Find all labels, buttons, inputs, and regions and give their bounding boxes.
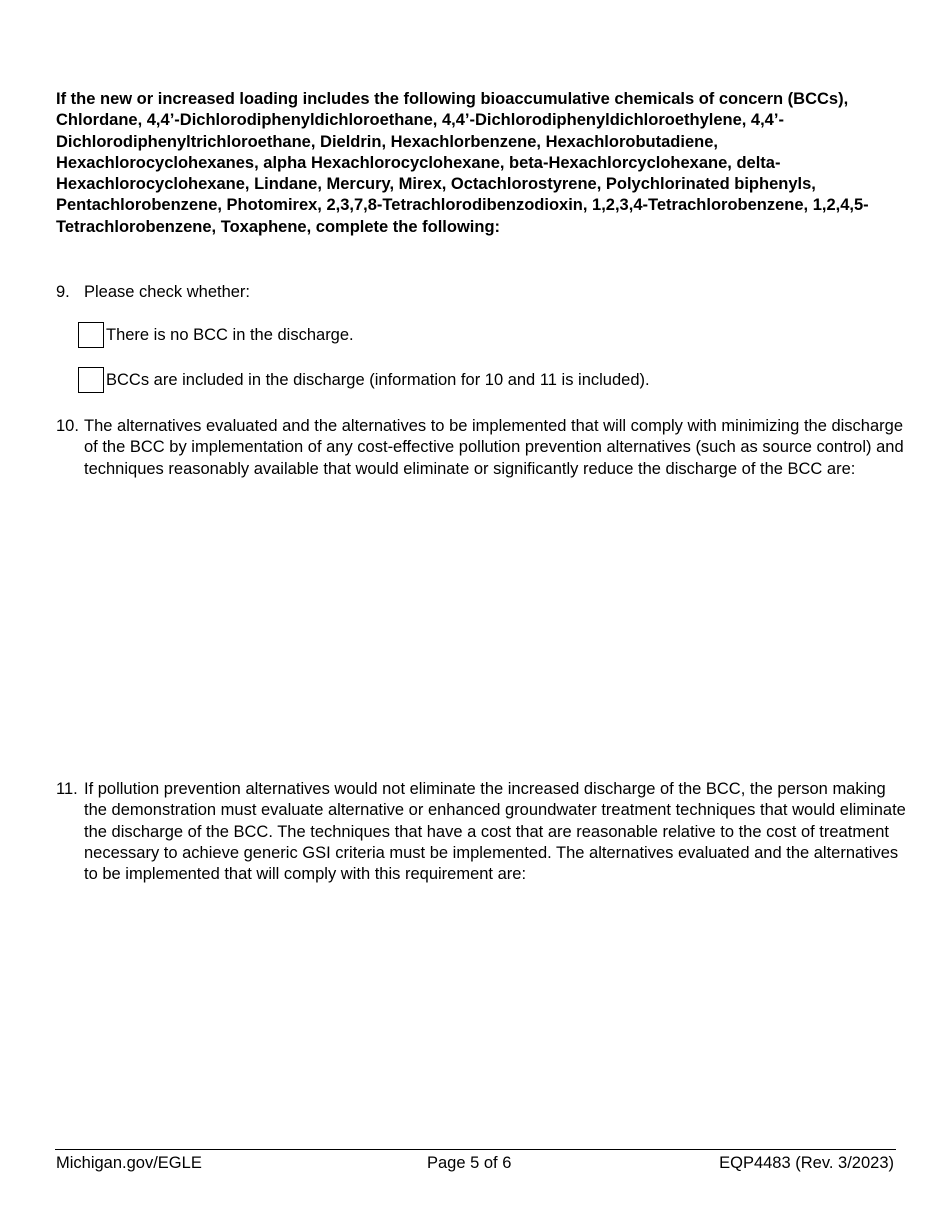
footer-website: Michigan.gov/EGLE (56, 1154, 202, 1172)
bcc-included-checkbox[interactable] (78, 367, 104, 393)
question-10-text: The alternatives evaluated and the alternatives to be implemented that will comply with minimizing the discharge of the BCC by implementation of any cost-effective pollution prevention alternatives (such as source control) and techniques reasonably available that would eliminate or significantly reduce the discharge of the BCC are: (84, 417, 904, 478)
footer-page-number: Page 5 of 6 (427, 1154, 512, 1172)
footer-form-number: EQP4483 (Rev. 3/2023) (719, 1154, 894, 1172)
question-11 (56, 779, 906, 885)
question-11-answer-field[interactable] (84, 912, 894, 1140)
option-bcc-included[interactable] (78, 366, 650, 394)
no-bcc-label: There is no BCC in the discharge. (106, 325, 354, 344)
option-no-bcc[interactable] (78, 321, 354, 349)
question-9-number: 9. (56, 283, 70, 301)
question-9-text: Please check whether: (84, 283, 251, 301)
question-11-text: If pollution prevention alternatives would not eliminate the increased discharge of the BCC, the person making the demonstration must evaluate alternative or enhanced groundwater treatment techniques that would eliminate the discharge of the BCC. The techniques that have a cost that are reasonable relative to the cost of treatment necessary to achieve generic GSI criteria must be implemented. The alternatives evaluated and the alternatives to be implemented that will comply with this requirement are: (84, 780, 906, 884)
question-9 (56, 282, 906, 303)
bcc-intro-paragraph: If the new or increased loading includes the following bioaccumulative chemicals of concern (BCCs), Chlordane, 4,4’-Dichlorodiphenyldichloroethane, 4,4’-Dichlorodiphenyldichloroethylene, 4,4’-Dichlorodiphenyltrichloroethane, Dieldrin, Hexachlorbenzene, Hexachlorobutadiene, Hexachlorocyclohexanes, alpha Hexachlorocyclohexane, beta-Hexachlorcyclohexane, delta-Hexachlorocyclohexane, Lindane, Mercury, Mirex, Octachlorostyrene, Polychlorinated biphenyls, Pentachlorobenzene, Photomirex, 2,3,7,8-Tetrachlorodibenzodioxin, 1,2,3,4-Tetrachlorobenzene, 1,2,4,5-Tetrachlorobenzene, Toxaphene, complete the following: (56, 90, 869, 236)
bcc-included-label: BCCs are included in the discharge (information for 10 and 11 is included). (106, 370, 650, 389)
question-10 (56, 416, 906, 480)
question-10-answer-field[interactable] (84, 506, 894, 768)
footer-divider (55, 1149, 896, 1150)
no-bcc-checkbox[interactable] (78, 322, 104, 348)
question-11-number: 11. (56, 780, 78, 798)
question-10-number: 10. (56, 417, 79, 435)
